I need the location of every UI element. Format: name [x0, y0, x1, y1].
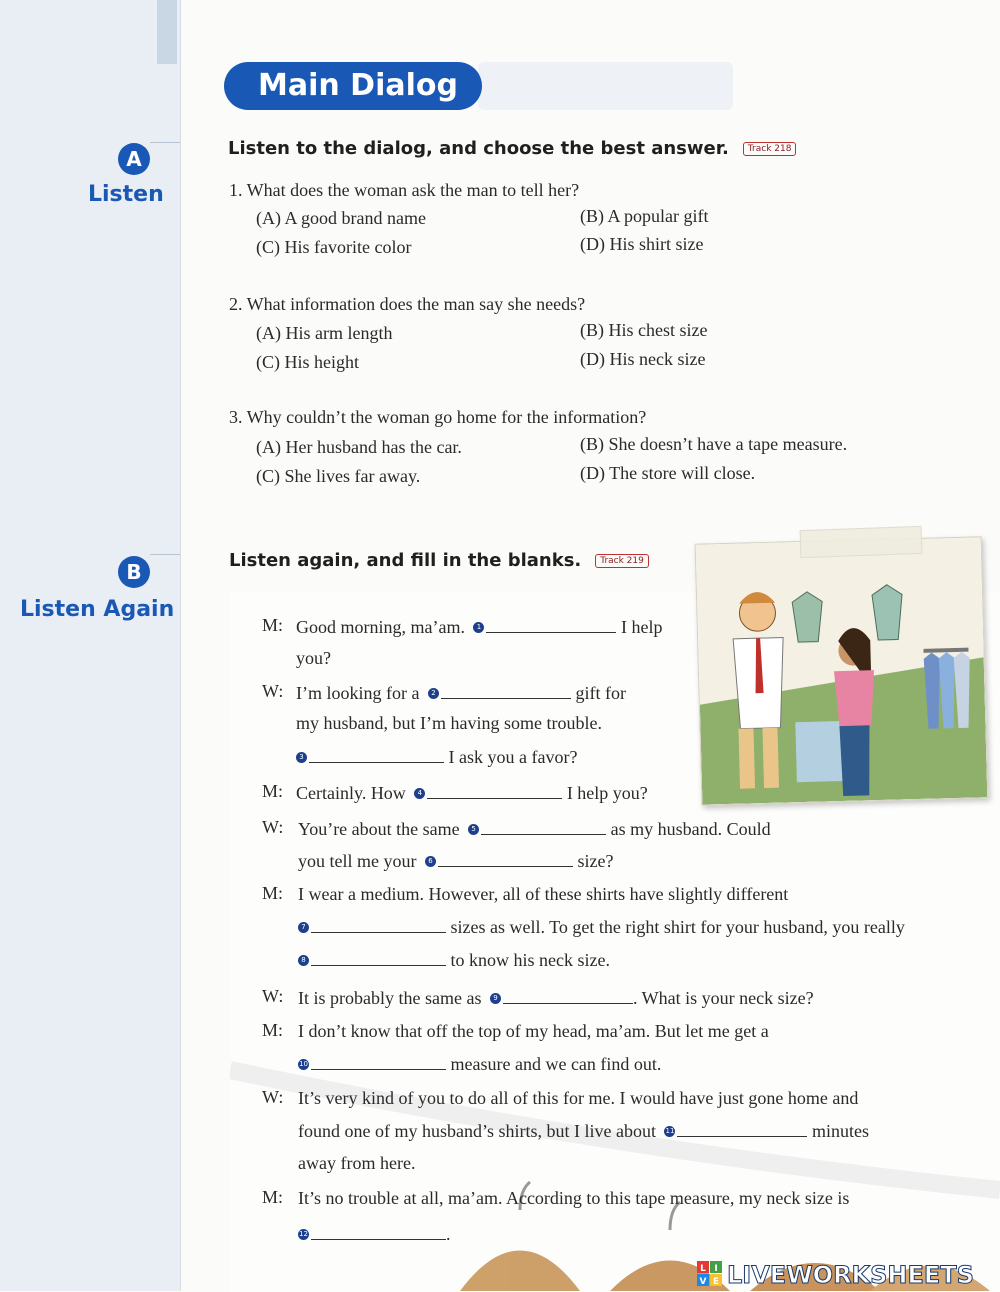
speaker-w: W: [262, 986, 284, 1006]
q1-option-b[interactable]: (B) A popular gift [580, 206, 709, 226]
q3-option-c[interactable]: (C) She lives far away. [256, 466, 421, 486]
instruction-text: Listen again, and fill in the blanks. [229, 550, 582, 571]
logo-letter-e: E [712, 1277, 720, 1287]
blank-4-input[interactable] [427, 781, 562, 799]
dialog-text: you tell me your [298, 851, 417, 871]
q2-option-c[interactable]: (C) His height [256, 352, 359, 372]
blank-number-4: 4 [414, 788, 425, 799]
blank-number-7: 7 [298, 922, 309, 933]
dialog-text: . [446, 1224, 451, 1244]
speaker-m: M: [262, 615, 284, 635]
dialog-text: It is probably the same as [298, 988, 482, 1008]
track-219-badge[interactable]: Track 219 [595, 554, 649, 568]
q2-option-d[interactable]: (D) His neck size [580, 349, 706, 369]
blank-number-11: 11 [665, 1127, 675, 1136]
section-b-label: Listen Again [20, 597, 175, 622]
question-3: 3. Why couldn’t the woman go home for the information? [229, 407, 647, 427]
dialog-line-8: It’s very kind of you to do all of this for me. I would have just gone home and [298, 1088, 859, 1108]
blank-5-input[interactable] [481, 817, 606, 835]
blank-1-input[interactable] [486, 615, 616, 633]
blank-7-input[interactable] [311, 915, 446, 933]
dialog-text: Good morning, ma’am. [296, 617, 465, 637]
blank-number-12: 12 [299, 1230, 308, 1239]
dialog-text: Certainly. How [296, 783, 406, 803]
blank-number-6: 6 [425, 856, 436, 867]
speaker-w: W: [262, 1087, 284, 1107]
q1-option-a[interactable]: (A) A good brand name [256, 208, 426, 228]
watermark-text: LIVEWORKSHEETS [727, 1261, 974, 1289]
q2-option-a[interactable]: (A) His arm length [256, 323, 393, 343]
blank-number-10: 10 [299, 1060, 308, 1069]
store-illustration [695, 536, 989, 805]
speaker-w: W: [262, 817, 284, 837]
dialog-line-7-cont [294, 1052, 661, 1075]
speaker-m: M: [262, 1020, 284, 1040]
dialog-text: I help you? [566, 783, 648, 803]
dialog-text: You’re about the same [298, 819, 460, 839]
blank-number-8: 8 [298, 955, 309, 966]
dialog-text: sizes as well. To get the right shirt for your husband, you really [450, 917, 905, 937]
blank-2-input[interactable] [441, 681, 571, 699]
blank-10-input[interactable] [311, 1052, 446, 1070]
dialog-line-2 [296, 681, 626, 704]
blank-number-9: 9 [490, 993, 501, 1004]
speaker-m: M: [262, 883, 284, 903]
dialog-line-3 [296, 781, 648, 804]
question-1: 1. What does the woman ask the man to tell her? [229, 180, 580, 200]
section-a-label: Listen [88, 182, 164, 207]
instruction-text: Listen to the dialog, and choose the best answer. [228, 138, 729, 159]
speaker-m: M: [262, 1187, 284, 1207]
dialog-line-5-cont2 [294, 948, 610, 971]
dialog-text: as my husband. Could [610, 819, 771, 839]
dialog-line-8-cont2: away from here. [298, 1153, 416, 1173]
q3-option-d[interactable]: (D) The store will close. [580, 463, 756, 483]
liveworksheets-logo-icon [697, 1261, 723, 1287]
section-a-instruction [228, 138, 796, 159]
dialog-line-7: I don’t know that off the top of my head, ma’am. But let me get a [298, 1021, 769, 1041]
dialog-line-6 [298, 986, 814, 1009]
dialog-text: I ask you a favor? [448, 747, 578, 767]
dialog-text: . What is your neck size? [632, 988, 814, 1008]
dialog-line-2-cont2 [292, 745, 577, 768]
logo-letter-i: I [714, 1264, 718, 1274]
blank-9-input[interactable] [503, 986, 633, 1004]
dialog-text: to know his neck size. [450, 950, 610, 970]
dialog-text: size? [577, 851, 614, 871]
blank-3-input[interactable] [309, 745, 444, 763]
sidebar-divider [180, 0, 181, 1291]
section-a-line [150, 142, 180, 143]
q1-option-c[interactable]: (C) His favorite color [256, 237, 412, 257]
q1-option-d[interactable]: (D) His shirt size [580, 234, 704, 254]
dialog-line-2-cont: my husband, but I’m having some trouble. [296, 713, 602, 733]
dialog-line-8-cont [298, 1119, 869, 1142]
title-shadow-panel [478, 62, 733, 110]
q3-option-b[interactable]: (B) She doesn’t have a tape measure. [580, 434, 848, 454]
speaker-w: W: [262, 681, 284, 701]
section-a-badge: A [118, 143, 150, 175]
dialog-text: I’m looking for a [296, 683, 420, 703]
blank-12-input[interactable] [311, 1222, 446, 1240]
speaker-m: M: [262, 781, 284, 801]
liveworksheets-watermark [697, 1257, 997, 1291]
q3-option-a[interactable]: (A) Her husband has the car. [256, 437, 462, 457]
dialog-line-9: It’s no trouble at all, ma’am. According to this tape measure, my neck size is [298, 1188, 850, 1208]
tape-strip [800, 526, 923, 558]
section-b-badge: B [118, 556, 150, 588]
blank-number-3: 3 [296, 752, 307, 763]
question-2: 2. What information does the man say she needs? [229, 294, 586, 314]
logo-letter-v: V [699, 1277, 707, 1287]
dialog-line-1-cont: you? [296, 648, 331, 668]
dialog-text: measure and we can find out. [450, 1054, 662, 1074]
dialog-line-5-cont [294, 915, 905, 938]
logo-letter-l: L [700, 1264, 706, 1274]
dialog-line-4-cont [298, 849, 613, 872]
dialog-text: minutes [811, 1121, 869, 1141]
track-218-badge[interactable]: Track 218 [743, 142, 797, 156]
blank-6-input[interactable] [438, 849, 573, 867]
dialog-line-4 [298, 817, 771, 840]
section-b-line [150, 554, 180, 555]
dialog-line-9-cont [294, 1222, 451, 1245]
dialog-text: I help [620, 617, 663, 637]
dialog-line-1 [296, 615, 662, 638]
blank-number-2: 2 [428, 688, 439, 699]
blank-number-5: 5 [468, 824, 479, 835]
page-title: Main Dialog [224, 62, 482, 110]
section-b-instruction [229, 550, 649, 571]
dialog-text: gift for [575, 683, 626, 703]
blank-number-1: 1 [473, 622, 484, 633]
dialog-text: found one of my husband’s shirts, but I live about [298, 1121, 656, 1141]
q2-option-b[interactable]: (B) His chest size [580, 320, 708, 340]
blank-8-input[interactable] [311, 948, 446, 966]
dialog-line-5: I wear a medium. However, all of these shirts have slightly different [298, 884, 789, 904]
blank-11-input[interactable] [677, 1119, 807, 1137]
sidebar-strip [157, 0, 177, 64]
